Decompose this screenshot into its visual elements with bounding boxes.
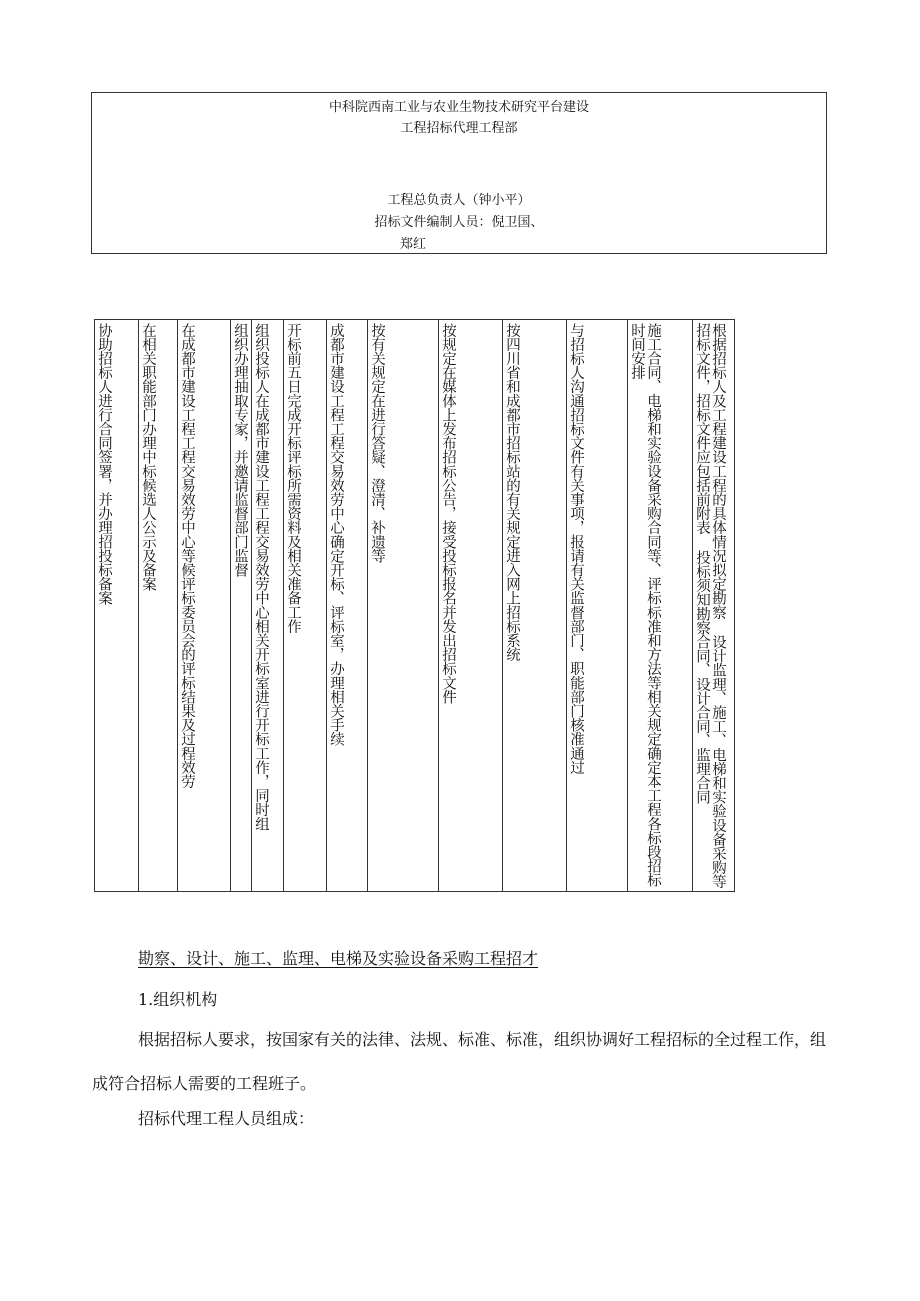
step-cell <box>284 320 327 892</box>
step-cell <box>567 320 628 892</box>
step-cell <box>693 320 735 892</box>
team-label: 招标代理工程人员组成： <box>138 1109 315 1128</box>
step-text: 按规定在媒体上发布招标公告，接受投标报名并发出招标文件 <box>440 323 456 704</box>
project-title: 中科院西南工业与农业生物技术研究平台建设 <box>328 100 589 115</box>
step-cell <box>439 320 503 892</box>
step-text: 施工合同、电梯和实验设备采购合同等、评标标准和方法等相关规定确定本工程各标段招标时间安排 <box>629 323 661 888</box>
step-text: 按有关规定在进行答疑、澄清、补遗等 <box>369 323 385 563</box>
step-text: 按四川省和成都市招标站的有关规定进入网上招标系统 <box>504 323 520 662</box>
step-cell <box>327 320 368 892</box>
step-text: 与招标人沟通招标文件有关事项，报请有关监督部门、职能部门核准通过 <box>568 323 584 775</box>
document-editors: 招标文件编制人员：倪卫国、 <box>374 215 544 230</box>
step-cell <box>503 320 567 892</box>
steps-row <box>95 320 735 892</box>
project-header-box <box>91 92 827 254</box>
document-editors-cont: 郑红 <box>399 237 426 252</box>
department-name: 工程招标代理工程部 <box>400 121 518 136</box>
step-text: 组织办理抽取专家，并邀请监督部门监督 <box>232 323 248 577</box>
project-lead: 工程总负责人（钟小平） <box>387 193 531 208</box>
step-text: 根据招标人及工程建设工程的具体情况拟定勘察 设计监理、施工、电梯和实验设备采购等招标文件，招标文件应包括前附表 投标须知勘察合同、设计合同、监理合同 <box>694 323 726 889</box>
step-text: 在成都市建设工程工程交易效劳中心等候评标委员会的评标结果及过程效劳 <box>179 323 195 789</box>
step-cell <box>368 320 439 892</box>
procurement-steps-table <box>94 319 735 892</box>
step-cell <box>95 320 139 892</box>
step-text: 在相关职能部门办理中标候选人公示及备案 <box>140 323 156 591</box>
step-text: 组织投标人在成都市建设工程工程交易效劳中心相关开标室进行开标工作，同时组 <box>253 323 269 831</box>
section-heading-text: 勘察、设计、施工、监理、电梯及实验设备采购工程招才 <box>138 949 539 968</box>
section-paragraph: 根据招标人要求，按国家有关的法律、法规、标准、标准，组织协调好工程招标的全过程工作，组成符合招标人需要的工程班子。 <box>92 1030 827 1093</box>
step-cell <box>178 320 231 892</box>
step-cell <box>252 320 284 892</box>
section-heading <box>138 946 838 972</box>
section-subheading: 1.组织机构 <box>138 990 218 1009</box>
step-text: 成都市建设工程工程交易效劳中心确定开标、评标室，办理相关手续 <box>328 323 344 747</box>
step-cell <box>231 320 252 892</box>
step-text: 协助招标人进行合同签署，并办理招投标备案 <box>96 323 112 606</box>
step-text: 开标前五日完成开标评标所需资料及相关准备工作 <box>285 323 301 634</box>
step-cell <box>628 320 693 892</box>
step-cell <box>139 320 178 892</box>
